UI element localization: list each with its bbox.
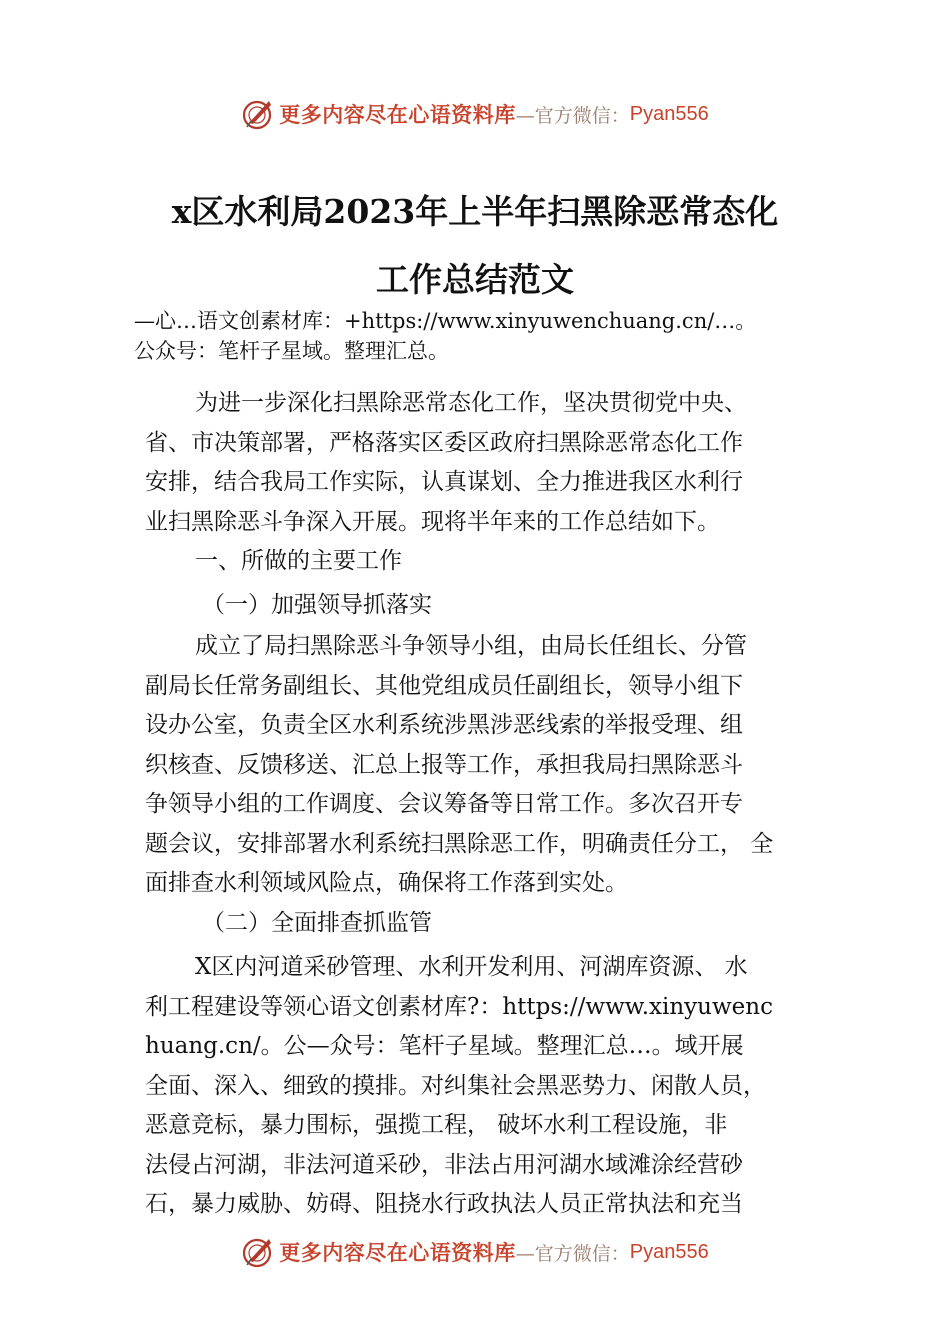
section-heading-text: 一、所做的主要工作 — [195, 548, 402, 574]
document-title-line-2: 工作总结范文 — [376, 260, 574, 299]
banner-library-text: 更多内容尽在心语资料库 — [279, 1240, 516, 1265]
intro-line: 为进一步深化扫黑除恶常态化工作，坚决贯彻党中央、 — [195, 390, 747, 416]
banner-wechat-id: Pyan556 — [629, 1240, 709, 1263]
body-line: 成立了局扫黑除恶斗争领导小组，由局长任组长、分管 — [195, 633, 747, 659]
footer-watermark-banner — [0, 1232, 950, 1272]
body-line: 副局长任常务副组长、其他党组成员任副组长，领导小组下 — [145, 672, 743, 699]
intro-line: 省、市决策部署，严格落实区委区政府扫黑除恶常态化工作 — [145, 429, 743, 456]
subsection-heading-1 — [145, 586, 815, 626]
quill-seal-icon — [241, 1235, 275, 1269]
section-heading-1 — [145, 542, 815, 582]
body-line: X区内河道采砂管理、水利开发利用、河湖库资源、 水 — [195, 954, 748, 980]
banner-wechat-label: —官方微信： — [515, 104, 630, 127]
body-line: 织核查、反馈移送、汇总上报等工作，承担我局扫黑除恶斗 — [145, 751, 743, 778]
body-line: 恶意竞标，暴力围标，强揽工程， 破坏水利工程设施，非 — [145, 1112, 728, 1138]
body-line: 利工程建设等领心语文创素材库?：https://www.xinyuwenc — [145, 993, 773, 1020]
subsection-heading-text: （一）加强领导抓落实 — [202, 592, 432, 618]
source-line-1: —心…语文创素材库：+https://www.xinyuwenchuang.cn/…。 — [134, 309, 757, 333]
banner-wechat-id: Pyan556 — [629, 102, 709, 125]
body-line: 争领导小组的工作调度、会议筹备等日常工作。多次召开专 — [145, 791, 743, 817]
intro-line: 安排，结合我局工作实际，认真谋划、全力推进我区水利行 — [145, 469, 743, 495]
body-paragraph-1 — [145, 627, 815, 904]
subsection-heading-text: （二）全面排查抓监管 — [202, 910, 432, 936]
body-line: 法侵占河湖，非法河道采砂，非法占用河湖水域滩涂经营砂 — [145, 1151, 743, 1178]
intro-line: 业扫黑除恶斗争深入开展。现将半年来的工作总结如下。 — [145, 508, 720, 535]
intro-paragraph — [145, 384, 815, 542]
source-line-2: 公众号：笔杆子星域。整理汇总。 — [134, 339, 449, 363]
header-watermark-banner — [0, 94, 950, 134]
body-line: 全面、深入、细致的摸排。对纠集社会黑恶势力、闲散人员， — [145, 1072, 766, 1099]
body-line: huang.cn/。公—众号：笔杆子星域。整理汇总…。域开展 — [145, 1033, 744, 1059]
subsection-heading-2 — [145, 904, 815, 944]
body-line: 面排查水利领域风险点，确保将工作落到实处。 — [145, 870, 628, 896]
body-line: 设办公室，负责全区水利系统涉黑涉恶线索的举报受理、组 — [145, 712, 743, 738]
document-title-line-1: x区水利局2023年上半年扫黑除恶常态化 — [171, 192, 779, 231]
body-paragraph-2 — [145, 948, 815, 1225]
banner-wechat-label: —官方微信： — [515, 1242, 630, 1265]
body-line: 石，暴力威胁、妨碍、阻挠水行政执法人员正常执法和充当 — [145, 1191, 743, 1217]
banner-library-text: 更多内容尽在心语资料库 — [279, 102, 516, 127]
quill-seal-icon — [241, 97, 275, 131]
body-line: 题会议，安排部署水利系统扫黑除恶工作，明确责任分工， 全 — [145, 830, 774, 857]
